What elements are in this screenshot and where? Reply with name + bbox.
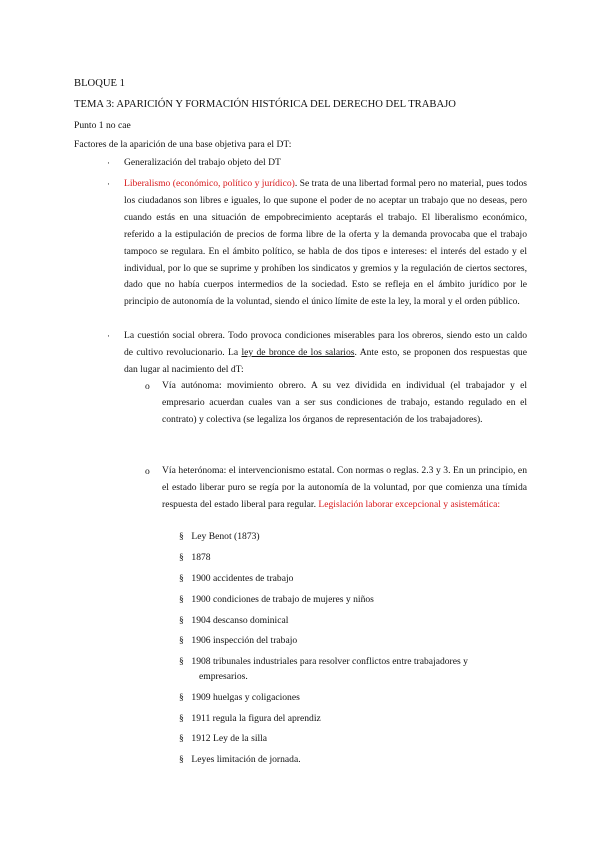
legislation-item: § Ley Benot (1873) [179,531,260,542]
bullet-cuestion-social [124,328,527,379]
liberalismo-highlight: Liberalismo (económico, político y jurídico) [124,178,295,189]
cuestion-text-after: . Ante esto, se proponen dos respuestas que dan lugar al nacimiento del dT: [124,346,527,375]
legislation-item: § 1909 huelgas y coligaciones [179,692,300,703]
legislation-item-continuation: empresarios. [199,671,248,682]
sub-bullet-mark: o [145,381,150,392]
legislation-item: § Leyes limitación de jornada. [179,754,301,765]
sub-bullet-via-heteronoma [162,463,527,514]
legislation-item: § 1904 descanso dominical [179,615,289,626]
sub-bullet-mark: o [145,466,150,477]
legislation-item: § 1878 [179,552,211,563]
sub-bullet-via-autonoma: Vía autónoma: movimiento obrero. A su vez dividida en individual (el trabajador y el empresario acuerdan cuales van a ser sus condiciones de trabajo, estando regulado en el contrato) y colectiva (se legaliza los órganos de representación de los trabajadores). [162,380,527,425]
legislation-item: § 1908 tribunales industriales para resolver conflictos entre trabajadores y [179,656,468,667]
point-note: Punto 1 no cae [74,120,131,131]
legislation-item: § 1900 condiciones de trabajo de mujeres y niños [179,594,374,605]
intro-text: Factores de la aparición de una base objetiva para el DT: [74,139,292,150]
bullet-mark: · [107,179,110,189]
bullet-mark: · [107,158,110,168]
legislation-item: § 1912 Ley de la silla [179,733,268,744]
bullet-generalizacion: Generalización del trabajo objeto del DT [124,157,281,168]
bullet-liberalismo [124,176,527,311]
legislation-item: § 1906 inspección del trabajo [179,635,298,646]
topic-title: TEMA 3: APARICIÓN Y FORMACIÓN HISTÓRICA DEL DERECHO DEL TRABAJO [74,99,456,110]
ley-bronce-link: ley de bronce de los salarios [241,346,355,358]
legislation-item: § 1911 regula la figura del aprendiz [179,713,321,724]
cuestion-text-before: La cuestión social obrera. Todo provoca condiciones miserables para los obreros, siendo esto un caldo de cultivo revolucionario. La [124,330,527,358]
liberalismo-text: . Se trata de una libertad formal pero no material, pues todos los ciudadanos son libres e iguales, lo que supone el poder de no aceptar un trabajo que no deseas, pero cuando estás en una situación de empobrecimiento aceptarás el trabajo. El liberalismo económico, referido a la estipulación de precios de forma libre de la oferta y la demanda provocaba que el trabajo tampoco se regulara. En el ámbito político, se habla de dos tipos e intereses: el interés del estado y el individual, por lo que se suprime y prohíben los sindicatos y gremios y la regulación de ciertos sectores, dado que no había cuerpos intermedios de la sociedad. Esto se refleja en el ámbito jurídico por le principio de autonomía de la voluntad, siendo el único límite de este la ley, la moral y el orden público. [124,178,527,308]
bullet-mark: · [107,331,110,341]
block-title: BLOQUE 1 [74,78,125,89]
legislacion-highlight: Legislación laborar excepcional y asistemática: [318,498,501,510]
heteronoma-text: Vía heterónoma: el intervencionismo estatal. Con normas o reglas. 2.3 y 3. En un principio, en el estado liberar puro se regía por la autonomía de la voluntad, por que comienza una tímida respuesta del estado liberal para regular. [162,465,527,510]
legislation-item: § 1900 accidentes de trabajo [179,573,294,584]
